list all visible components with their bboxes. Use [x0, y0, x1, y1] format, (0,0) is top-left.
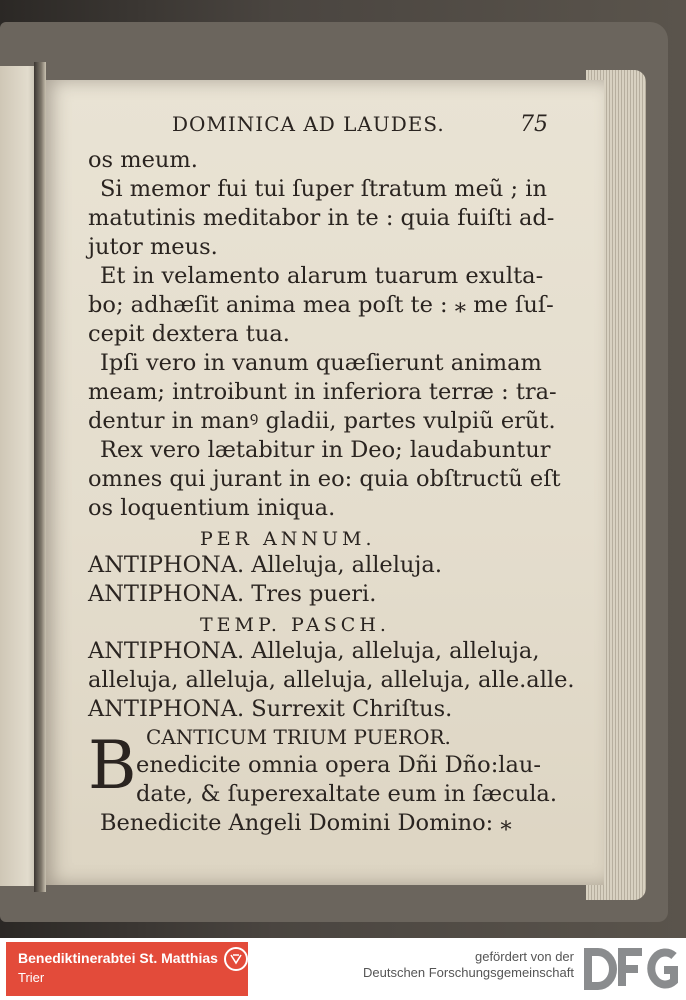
text-line: cepit dextera tua.: [88, 321, 290, 347]
text-line: Benedicite Angeli Domini Domino: ⁎: [100, 810, 512, 836]
section-heading: PER ANNUM.: [200, 528, 376, 550]
text-line: date, & ſuperexaltate eum in ſæcula.: [136, 781, 557, 807]
antiphon: ANTIPHONA. Surrexit Chriſtus.: [88, 696, 453, 722]
drop-capital: B: [88, 727, 137, 804]
book-page: [42, 80, 604, 885]
text-line: os meum.: [88, 147, 198, 173]
institution-name: Benediktinerabtei St. Matthias: [18, 950, 218, 966]
institution-badge[interactable]: [6, 942, 248, 996]
page-text: [42, 80, 604, 885]
antiphon-continuation: alleluja, alleluja, alleluja, alleluja, alle.alle.: [88, 667, 575, 693]
text-line: meam; introibunt in inferiora terræ : tra-: [88, 379, 557, 405]
text-line: Et in velamento alarum tuarum exulta-: [100, 263, 544, 289]
text-line: bo; adhæſit anima mea poſt te : ⁎ me ſuſ-: [88, 292, 554, 318]
text-line: dentur in manꝰ gladii, partes vulpiũ erũt.: [88, 408, 556, 434]
funder-text: [363, 949, 574, 981]
abbey-seal-icon: [224, 947, 248, 971]
section-heading: TEMP. PASCH.: [200, 614, 390, 636]
text-line: os loquentium iniqua.: [88, 495, 336, 521]
dfg-logo[interactable]: [582, 948, 678, 994]
antiphon: ANTIPHONA. Tres pueri.: [88, 581, 377, 607]
page-number: 75: [520, 112, 548, 137]
text-line: matutinis meditabor in te : quia fuiſti ad-: [88, 205, 555, 231]
dfg-logo-icon: [582, 948, 678, 990]
antiphon: ANTIPHONA. Alleluja, alleluja.: [88, 552, 442, 578]
funder-name: Deutschen Forschungsgemeinschaft: [362, 965, 574, 980]
antiphon: ANTIPHONA. Alleluja, alleluja, alleluja,: [88, 638, 540, 664]
text-line: enedicite omnia opera Dñi Dño:lau-: [136, 752, 541, 778]
text-line: Ipſi vero in vanum quæſierunt animam: [100, 350, 542, 376]
text-line: Si memor fui tui ſuper ſtratum meũ ; in: [100, 176, 547, 202]
footer-bar: [0, 938, 686, 1000]
text-line: omnes qui jurant in eo: quia obſtructũ eſt: [88, 466, 561, 492]
running-head: DOMINICA AD LAUDES.: [172, 112, 445, 136]
canticum-title: CANTICUM TRIUM PUEROR.: [146, 725, 451, 749]
text-line: jutor meus.: [88, 234, 218, 260]
text-line: Rex vero lætabitur in Deo; laudabuntur: [100, 437, 551, 463]
funded-by-label: gefördert von der: [474, 949, 574, 964]
institution-city: Trier: [18, 970, 45, 985]
